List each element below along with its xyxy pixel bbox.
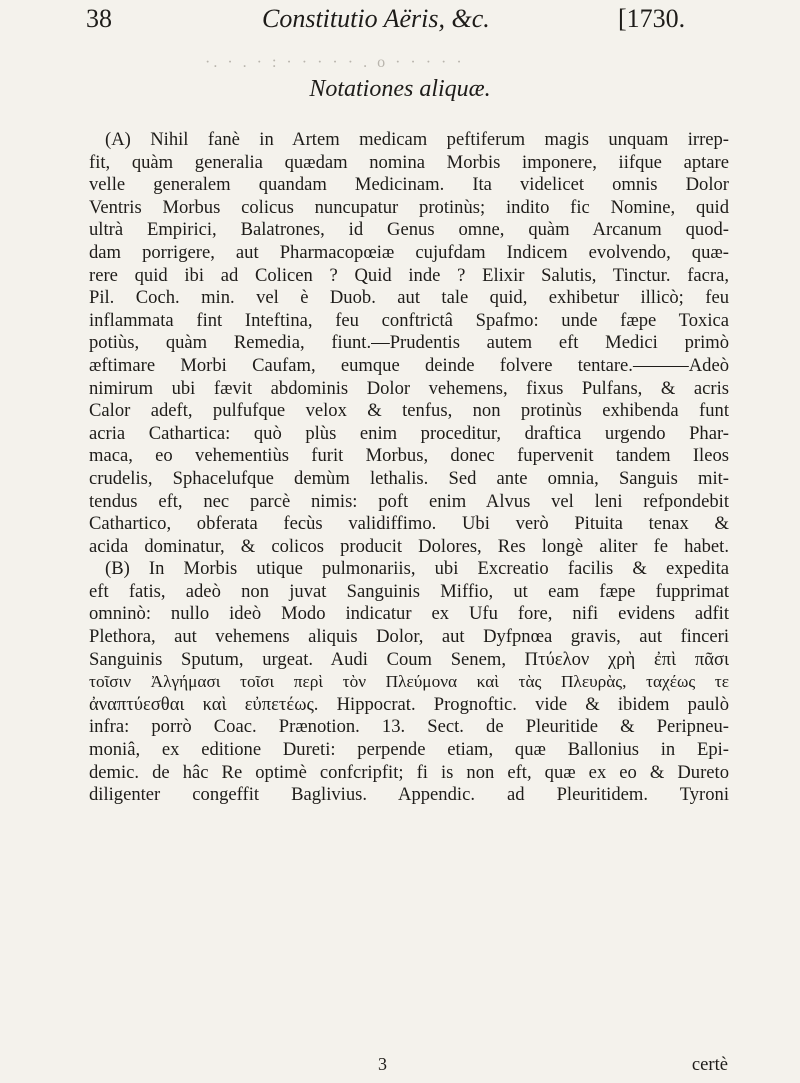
text-line: (B) In Morbis utique pulmonariis, ubi Excreatio facilis & expedita	[105, 558, 729, 580]
text-line: Cathartico, obferata fecùs validiffimo. Ubi verò Pituita tenax &	[89, 513, 729, 535]
text-line: æftimare Morbi Caufam, eumque deinde folvere tentare.———Adeò	[89, 354, 729, 376]
text-line: dam porrigere, aut Pharmacopœiæ cujufdam Indicem evolvendo, quæ-	[89, 241, 729, 263]
text-line: maca, eo vehementiùs furit Morbus, donec fupervenit tandem Ileos	[89, 445, 729, 467]
text-line: demic. de hâc Re optimè confcripfit; fi is non eft, quæ ex eo & Dureto	[89, 761, 729, 783]
bleed-through-text: ·. · . · : · · · · · . o · · · · ·	[205, 54, 465, 71]
text-line: Calor adeft, pulfufque velox & tenfus, non protinùs exhibenda funt	[89, 400, 729, 422]
page-header	[0, 4, 800, 44]
page-number: 38	[86, 4, 112, 33]
catchword: certè	[691, 1054, 728, 1075]
text-line: inflammata fint Inteftina, feu conftrictâ Spafmo: unde fæpe Toxica	[89, 309, 729, 331]
text-line: acria Cathartica: quò plùs enim proceditur, draftica urgendo Phar-	[89, 422, 729, 444]
page-footer	[0, 1054, 800, 1078]
text-line: potiùs, quàm Remedia, fiunt.—Prudentis autem eft Medici primò	[89, 332, 729, 354]
text-line: moniâ, ex editione Dureti: perpende etiam, quæ Ballonius in Epi-	[89, 739, 729, 761]
text-line: diligenter congeffit Baglivius. Appendic. ad Pleuritidem. Tyroni	[89, 784, 729, 806]
running-head: Constitutio Aëris, &c.	[262, 4, 490, 33]
text-line: infra: porrò Coac. Prænotion. 13. Sect. de Pleuritide & Peripneu-	[89, 716, 729, 738]
greek-text-line: τοῖσιν Ἀλγήμασι τοῖσι περὶ τὸν Πλεύμονα καὶ τὰς Πλευρὰς, ταχέως τε	[89, 672, 729, 692]
text-line: velle generalem quandam Medicinam. Ita videlicet omnis Dolor	[89, 174, 729, 196]
text-line: rere quid ibi ad Colicen ? Quid inde ? Elixir Salutis, Tinctur. facra,	[89, 264, 729, 286]
year-marker: [1730.	[618, 4, 686, 33]
text-line: omninò: nullo ideò Modo indicatur ex Ufu fore, nifi evidens adfit	[89, 603, 729, 625]
text-line: Ventris Morbus colicus nuncupatur protinùs; indito fic Nomine, quid	[89, 196, 729, 218]
text-line: acida dominatur, & colicos producit Dolores, Res longè aliter fe habet.	[89, 535, 729, 557]
text-line: crudelis, Sphacelufque demùm lethalis. Sed ante omnia, Sanguis mit-	[89, 467, 729, 489]
signature-mark: 3	[378, 1054, 387, 1074]
text-line: ultrà Empirici, Balatrones, id Genus omne, quàm Arcanum quod-	[89, 219, 729, 241]
text-line: (A) Nihil fanè in Artem medicam peftiferum magis unquam irrep-	[105, 129, 729, 150]
text-line: nimirum ubi fævit abdominis Dolor vehemens, fixus Pulfans, & acris	[89, 377, 729, 399]
text-line: Sanguinis Sputum, urgeat. Audi Coum Senem, Πτύελον χρὴ ἐπὶ πᾶσι	[89, 648, 729, 670]
text-line: Pil. Coch. min. vel è Duob. aut tale quid, exhibetur illicò; feu	[89, 287, 729, 309]
text-line: Plethora, aut vehemens aliquis Dolor, aut Dyfpnœa gravis, aut finceri	[89, 626, 729, 648]
text-line: tendus eft, nec parcè nimis: poft enim Alvus vel leni refpondebit	[89, 490, 729, 512]
text-line: ἀναπτύεσθαι καὶ εὐπετέως. Hippocrat. Prognoftic. vide & ibidem paulò	[89, 693, 729, 715]
section-title: Notationes aliquæ.	[309, 76, 491, 102]
body-text	[89, 129, 729, 807]
text-line: eft fatis, adeò non juvat Sanguinis Miffio, ut eam fæpe fupprimat	[89, 580, 729, 602]
text-line: fit, quàm generalia quædam nomina Morbis imponere, iifque aptare	[89, 151, 729, 173]
